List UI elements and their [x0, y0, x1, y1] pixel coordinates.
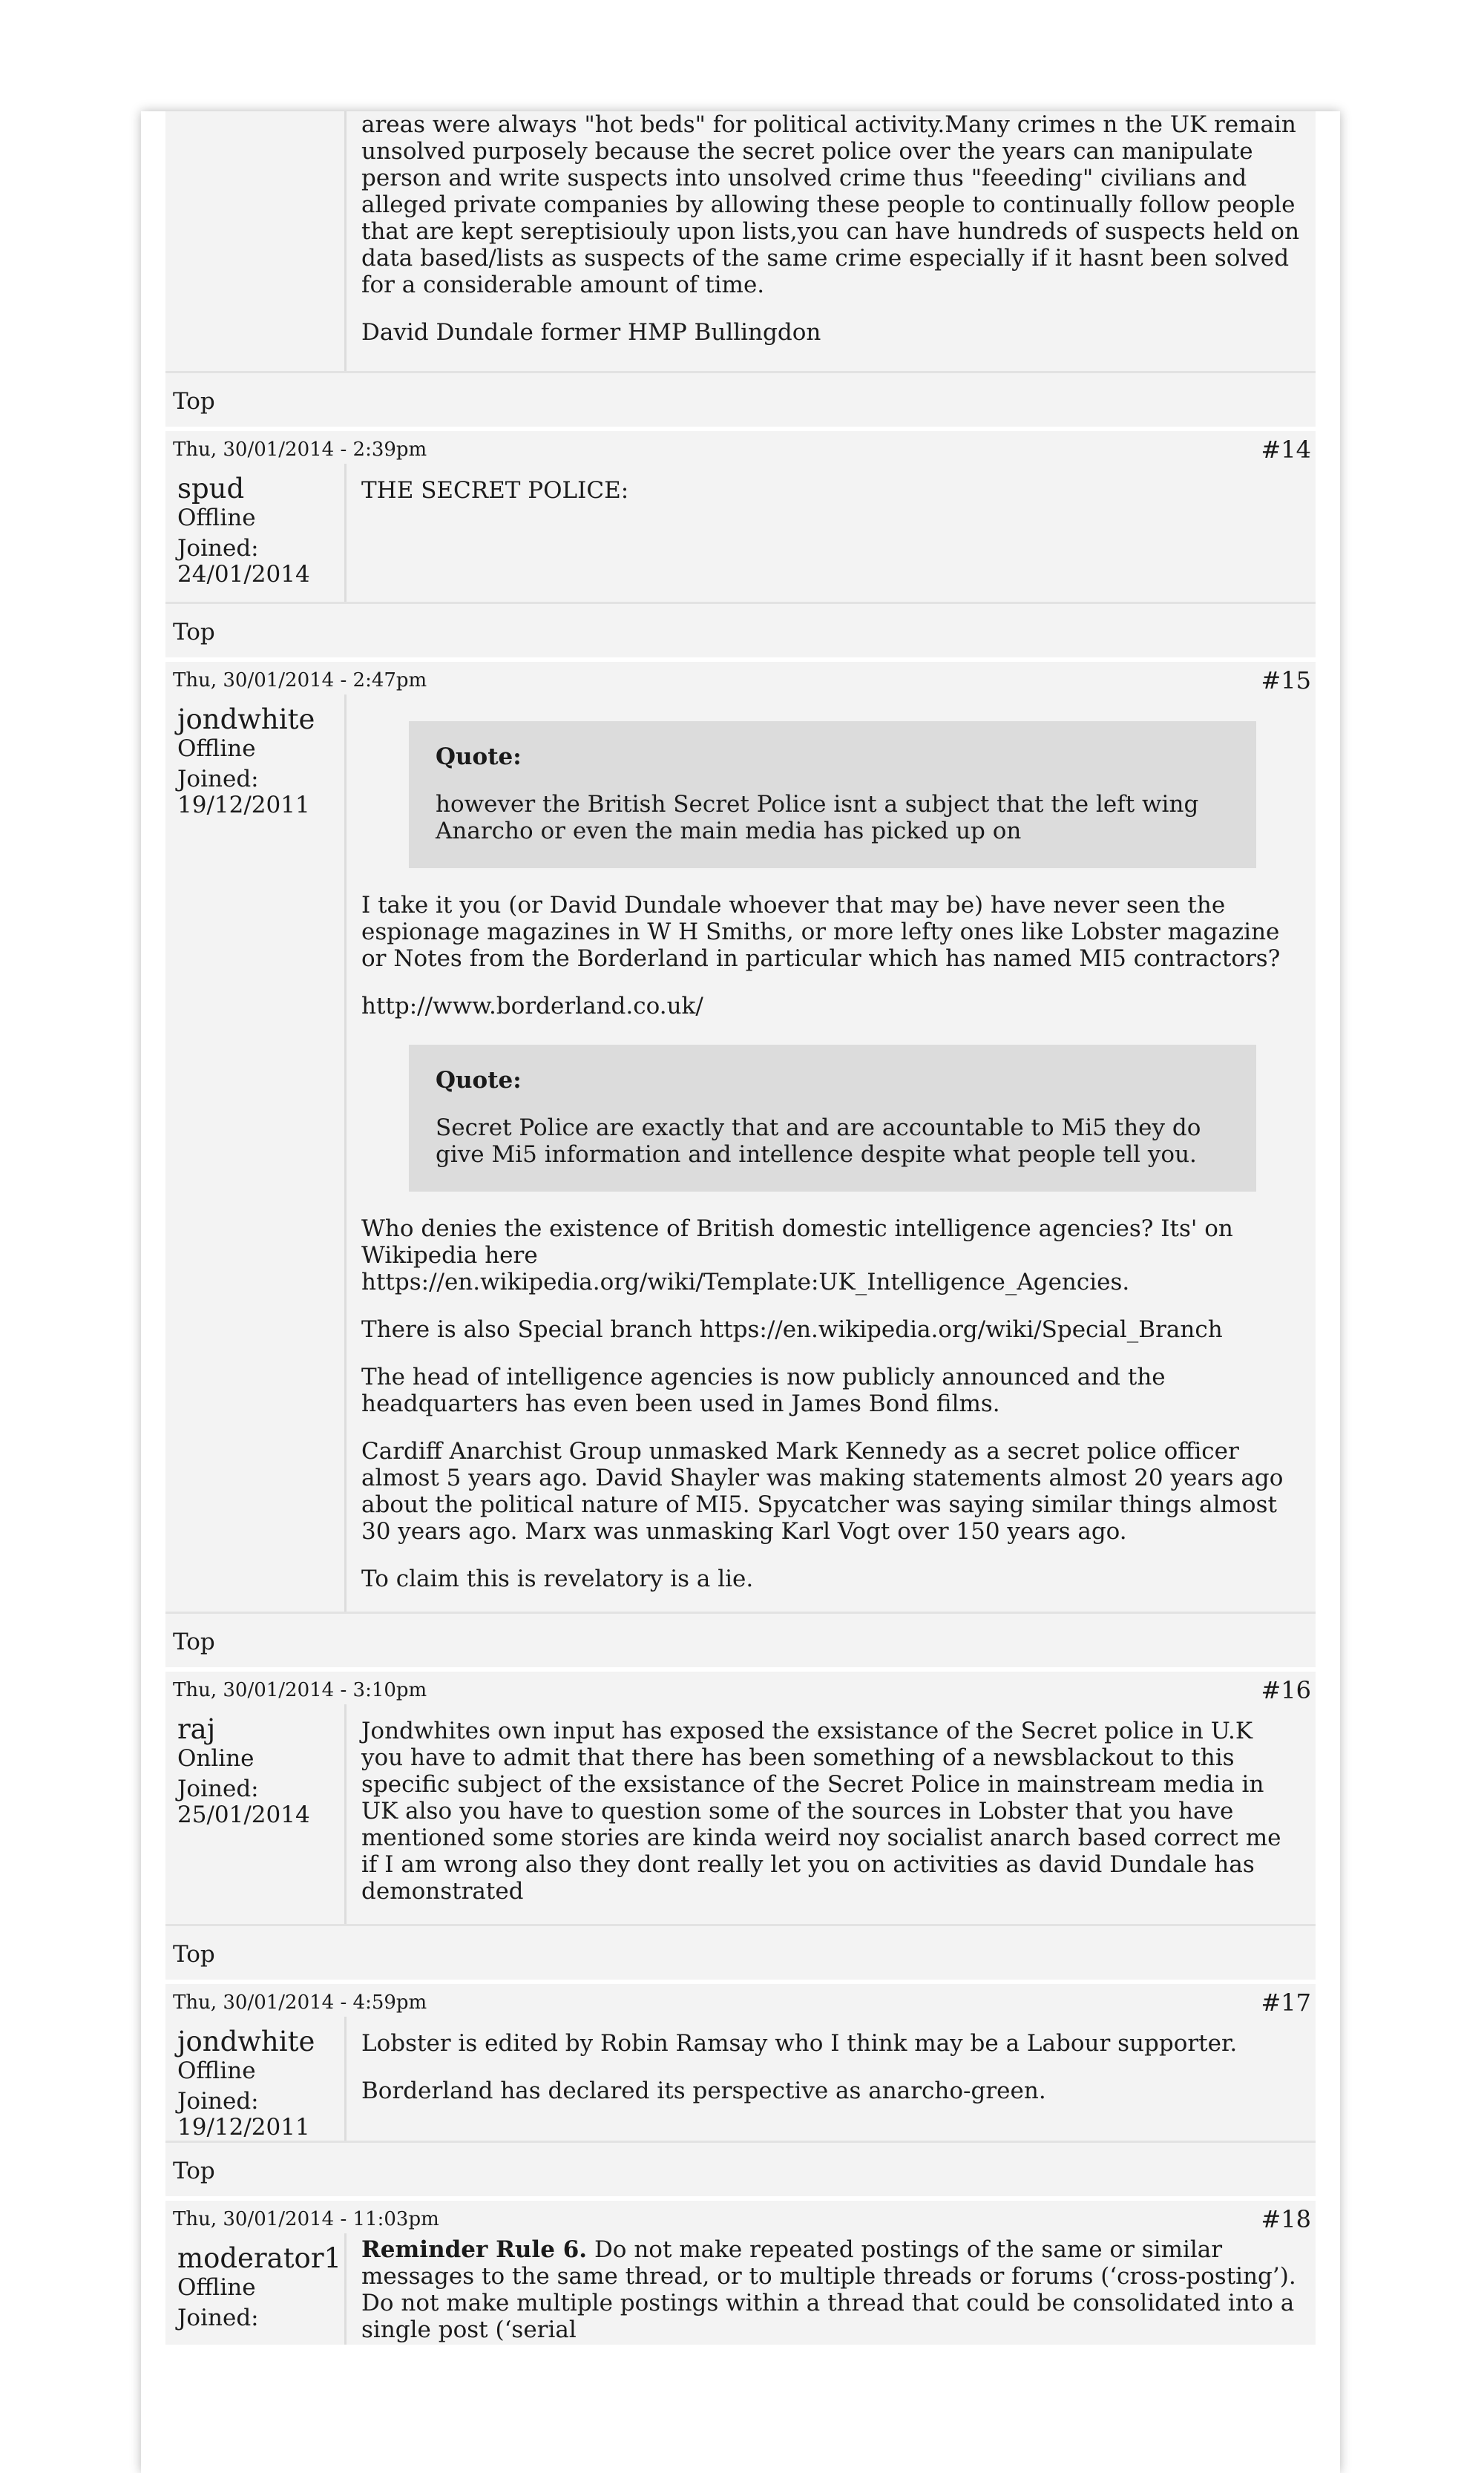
- user-status: Offline: [177, 2057, 256, 2084]
- joined-date: 25/01/2014: [177, 1802, 310, 1828]
- post-date: Thu, 30/01/2014 - 3:10pm: [173, 1679, 427, 1701]
- post-text: To claim this is revelatory is a lie.: [361, 1566, 754, 1592]
- post-meta: [165, 2201, 1316, 2233]
- post-body: [347, 694, 1316, 1612]
- top-link[interactable]: Top: [165, 2143, 1316, 2196]
- reminder-title: Reminder Rule 6.: [361, 2236, 588, 2263]
- post-body: [347, 1704, 1316, 1924]
- post-meta: [165, 431, 1316, 464]
- post-text: Lobster is edited by Robin Ramsay who I think may be a Labour supporter.: [361, 2030, 1238, 2057]
- joined-date: 24/01/2014: [177, 561, 310, 588]
- post-meta: [165, 1672, 1316, 1704]
- post-text: [361, 2236, 1301, 2343]
- joined-label: Joined:: [177, 766, 259, 792]
- post-number[interactable]: #18: [1261, 2205, 1311, 2233]
- post-body: [347, 464, 1316, 602]
- post-signature: David Dundale former HMP Bullingdon: [361, 319, 821, 346]
- joined-label: Joined:: [177, 2305, 259, 2331]
- top-link[interactable]: Top: [165, 604, 1316, 657]
- username[interactable]: jondwhite: [177, 703, 315, 735]
- username[interactable]: raj: [177, 1713, 216, 1745]
- user-status: Online: [177, 1745, 255, 1772]
- quote-block: [409, 1045, 1256, 1192]
- username[interactable]: spud: [177, 473, 245, 505]
- user-info: [165, 2017, 347, 2141]
- post-text: The head of intelligence agencies is now publicly announced and the headquarters has even been used in James Bond films.: [361, 1364, 1166, 1417]
- post-number[interactable]: #16: [1261, 1676, 1311, 1704]
- post-date: Thu, 30/01/2014 - 11:03pm: [173, 2208, 439, 2230]
- post-16: [165, 1704, 1316, 1926]
- user-info: [165, 2233, 347, 2345]
- quote-block: [409, 721, 1256, 868]
- quote-text: Secret Police are exactly that and are accountable to Mi5 they do give Mi5 information and intellence despite what people tell you.: [436, 1114, 1201, 1168]
- username[interactable]: moderator1: [177, 2242, 342, 2274]
- post-14: [165, 464, 1316, 604]
- post-body: [347, 2017, 1316, 2141]
- joined-label: Joined:: [177, 535, 259, 562]
- username[interactable]: jondwhite: [177, 2026, 315, 2057]
- user-status: Offline: [177, 2274, 256, 2301]
- user-info: [165, 1704, 347, 1924]
- post-number[interactable]: #17: [1261, 1988, 1311, 2017]
- top-link[interactable]: Top: [165, 1614, 1316, 1667]
- post-text: I take it you (or David Dundale whoever that may be) have never seen the espionage magazines in W H Smiths, or more lefty ones like Lobster magazine or Notes from the Borderland in particular which has named MI5 contractors?: [361, 892, 1281, 972]
- post-number[interactable]: #15: [1261, 666, 1311, 694]
- post-text: THE SECRET POLICE:: [361, 477, 629, 504]
- post-date: Thu, 30/01/2014 - 2:47pm: [173, 669, 427, 692]
- forum-thread: [165, 111, 1316, 2345]
- post-text: Borderland has declared its perspective as anarcho-green.: [361, 2078, 1046, 2104]
- user-info: [165, 694, 347, 1612]
- post-link[interactable]: http://www.borderland.co.uk/: [361, 993, 703, 1019]
- quote-label: Quote:: [436, 1067, 522, 1094]
- post-text: Jondwhites own input has exposed the exsistance of the Secret police in U.K you have to admit that there has been something of a newsblackout to this specific subject of the exsistance of the Secret Police in mainstream media in UK also you have to question some of the sources in Lobster that you have mentioned some stories are kinda weird noy socialist anarch based correct me if I am wrong also they dont really let you on activities as david Dundale has demonstrated: [361, 1718, 1281, 1905]
- post-body: [347, 2233, 1316, 2345]
- post-text: Cardiff Anarchist Group unmasked Mark Kennedy as a secret police officer almost 5 years ago. David Shayler was making statements almost 20 years ago about the political nature of MI5. Spycatcher was saying similar things almost 30 years ago. Marx was unmasking Karl Vogt over 150 years ago.: [361, 1438, 1284, 1545]
- quote-text: however the British Secret Police isnt a subject that the left wing Anarcho or even the main media has picked up on: [436, 791, 1199, 844]
- post-text: areas were always "hot beds" for political activity.Many crimes n the UK remain unsolved purposely because the secret police over the years can manipulate person and write suspects into unsolved crime thus "feeeding" civilians and alleged private companies by allowing these people to continually follow people that are kept sereptisiouly upon lists,you can have hundreds of suspects held on data based/lists as suspects of the same crime especially if it hasnt been solved for a considerable amount of time.: [361, 111, 1300, 298]
- post-date: Thu, 30/01/2014 - 4:59pm: [173, 1991, 427, 2014]
- post-18: [165, 2233, 1316, 2345]
- post-17: [165, 2017, 1316, 2143]
- reminder-text: Do not make repeated postings of the same or similar messages to the same thread, or to multiple threads or forums (‘cross-posting’). Do not make multiple postings within a thread that could be consolidated into a single post (‘serial: [361, 2236, 1296, 2343]
- user-info: [165, 111, 347, 371]
- quote-label: Quote:: [436, 743, 522, 770]
- user-status: Offline: [177, 505, 256, 531]
- post-13: [165, 111, 1316, 373]
- joined-label: Joined:: [177, 2088, 259, 2115]
- joined-date: 19/12/2011: [177, 2114, 310, 2141]
- user-info: [165, 464, 347, 602]
- post-15: [165, 694, 1316, 1614]
- joined-date: 19/12/2011: [177, 792, 310, 818]
- post-number[interactable]: #14: [1261, 436, 1311, 464]
- post-body: [347, 111, 1316, 371]
- top-link[interactable]: Top: [165, 373, 1316, 427]
- joined-label: Joined:: [177, 1776, 259, 1802]
- post-date: Thu, 30/01/2014 - 2:39pm: [173, 439, 427, 461]
- top-link[interactable]: Top: [165, 1926, 1316, 1980]
- forum-page: [141, 111, 1340, 2473]
- post-meta: [165, 662, 1316, 694]
- post-text: There is also Special branch https://en.wikipedia.org/wiki/Special_Branch: [361, 1316, 1223, 1343]
- post-meta: [165, 1984, 1316, 2017]
- post-text: Who denies the existence of British domestic intelligence agencies? Its' on Wikipedia here https://en.wikipedia.org/wiki/Template:UK_Intelligence_Agencies.: [361, 1215, 1233, 1295]
- user-status: Offline: [177, 735, 256, 762]
